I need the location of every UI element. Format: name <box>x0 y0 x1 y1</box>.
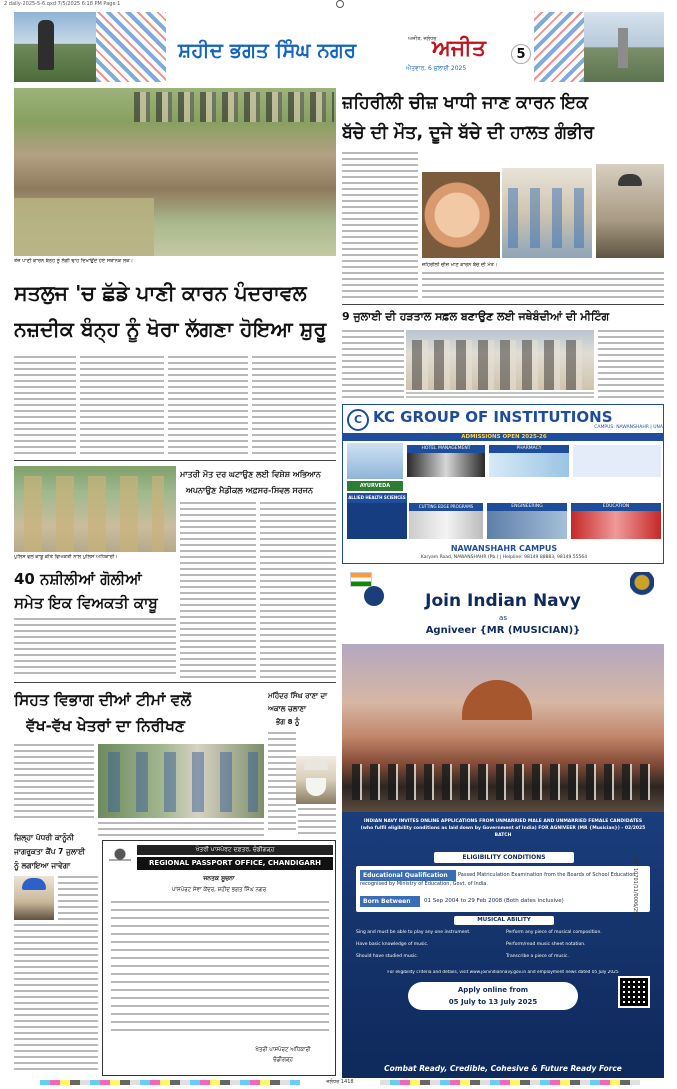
strike-body-col-1 <box>342 330 404 402</box>
navy-eligibility-title: ELIGIBILITY CONDITIONS <box>434 852 574 863</box>
obit-body-2 <box>298 808 336 834</box>
masthead-photo-right <box>584 12 664 82</box>
health-body-col-2 <box>98 822 264 836</box>
people-group <box>134 92 334 122</box>
navy-musical-item: Perform any piece of musical composition. <box>506 930 602 935</box>
camp-headline-1: ਜ਼ਿਲ੍ਹਾ ਪੱਧਰੀ ਕਾਨੂੰਨੀ <box>14 833 74 842</box>
kc-course-pharmacy: PHARMACY <box>489 445 569 453</box>
health-body-col-1 <box>14 744 94 818</box>
hospital-photo <box>502 168 592 258</box>
passport-line: ਪਾਸਪੋਰਟ ਸੇਵਾ ਕੇਂਦਰ, ਸ਼ਹੀਦ ਭਗਤ ਸਿੰਘ ਨਗਰ <box>171 887 267 893</box>
river-water <box>14 198 154 256</box>
meeting-figures <box>412 340 588 390</box>
navy-musical-title: MUSICAL ABILITY <box>454 916 554 925</box>
navy-as: as <box>499 614 507 622</box>
navy-apply-info: For eligibility criteria and details, visit www.joinindiannavy.gov.in and employment news dated 05 July 2025 <box>387 970 619 975</box>
kc-course-allied: ALLIED HEALTH SCIENCES <box>347 493 407 503</box>
obit-headline-1: ਮਹਿੰਦਰ ਸਿੰਘ ਰਾਣਾ ਦਾ <box>268 692 328 700</box>
health-headline-2: ਵੱਖ-ਵੱਖ ਖੇਤਰਾਂ ਦਾ ਨਿਰੀਖਣ <box>26 717 185 735</box>
flood-photo-caption: ਤੇਜ਼ ਪਾਣੀ ਕਾਰਨ ਬੰਨ੍ਹ ਨੂੰ ਲੱਗੀ ਢਾਹ ਦਿਖਾਉਂਦੇ ਹੋਏ ਸਥਾਨਕ ਲੋਕ। <box>14 258 133 264</box>
obit-headline-3: ਭੋਗ 8 ਨੂੰ <box>276 718 300 726</box>
divider <box>342 304 664 305</box>
flood-photo <box>14 88 336 256</box>
mother-headline-2: ਅਪਨਾਉਣ ਮੈਡੀਕਲ ਅਫ਼ਸਰ-ਸਿਵਲ ਸਰਜਨ <box>186 486 313 495</box>
band-musicians <box>352 764 652 800</box>
registration-mark-top <box>336 0 344 8</box>
child-body-col-2 <box>422 272 664 300</box>
footer-text: ਜਲੰਧਰ 1418 <box>300 1079 380 1086</box>
arrest-photo <box>14 466 176 552</box>
masthead <box>14 12 664 82</box>
flood-body-col-2 <box>80 356 164 456</box>
flood-headline-1: ਸਤਲੁਜ 'ਚ ਛੱਡੇ ਪਾਣੀ ਕਾਰਨ ਪੰਦਰਾਵਲ <box>14 281 307 305</box>
obit-headline-2: ਅਕਾਲ ਚਲਾਣਾ <box>268 705 306 713</box>
kc-logo-icon: C <box>347 409 369 431</box>
camp-headline-2: ਜਾਗਰੂਕਤਾ ਕੈਂਪ 7 ਜੁਲਾਈ <box>14 847 86 856</box>
passport-title: REGIONAL PASSPORT OFFICE, CHANDIGARH <box>137 857 333 870</box>
turban-icon <box>22 878 46 890</box>
edition-name: ਸ਼ਹੀਦ ਭਗਤ ਸਿੰਘ ਨਗਰ <box>178 38 357 62</box>
kc-education-photo <box>571 511 661 539</box>
print-slug: 2 daily-2025-5-6.qxd 7/5/2025 6:18 PM Page 1 <box>4 1 121 7</box>
navy-footer: Combat Ready, Credible, Cohesive & Future Ready Force <box>342 1060 664 1078</box>
arrest-headline-2: ਸਮੇਤ ਇਕ ਵਿਅਕਤੀ ਕਾਬੂ <box>14 594 158 612</box>
mother-body-col-1 <box>180 502 256 678</box>
health-photo <box>98 744 264 818</box>
page-number: 5 <box>511 44 531 64</box>
flood-headline-2: ਨਜ਼ਦੀਕ ਬੰਨ੍ਹ ਨੂੰ ਖੋਰਾ ਲੱਗਣਾ ਹੋਇਆ ਸ਼ੁਰੂ <box>14 317 327 341</box>
navy-side-code: CBC 10701/11/0006/2526 <box>632 856 638 921</box>
navy-role: Agniveer {MR (MUSICIAN)} <box>425 625 581 636</box>
child-photo-caption: ਜ਼ਹਿਰੀਲੀ ਚੀਜ਼ ਖਾਣ ਕਾਰਨ ਬੱਚੇ ਦੀ ਮੌਤ। <box>422 262 498 268</box>
kc-course-cutting: CUTTING EDGE PROGRAMS <box>409 503 483 511</box>
navy-edu-text: Passed Matriculation Examination from the Boards of School Education recognised by Ministry of Education, Govt. of India. <box>360 872 636 887</box>
mother-headline-1: ਮਾਤਰੀ ਮੌਤ ਦਰ ਘਟਾਉਣ ਲਈ ਵਿਸ਼ੇਸ਼ ਅਭਿਆਨ <box>180 470 321 479</box>
arrest-headline-1: 40 ਨਸ਼ੀਲੀਆਂ ਗੋਲੀਆਂ <box>14 570 142 588</box>
kc-course-hotel: HOTEL MANAGEMENT <box>407 445 485 453</box>
passport-dept: ਖੇਤਰੀ ਪਾਸਪੋਰਟ ਦਫ਼ਤਰ, ਚੰਡੀਗੜ੍ਹ <box>137 845 333 855</box>
child-body-col-1 <box>342 152 418 300</box>
rashtrapati-dome <box>462 680 532 720</box>
navy-musical-item: Have basic knowledge of music. <box>356 942 429 947</box>
obit-body <box>268 732 296 832</box>
flood-body-col-4 <box>252 356 336 456</box>
beard-icon <box>306 778 326 796</box>
memorial-icon <box>618 28 628 68</box>
official-photo <box>596 164 664 258</box>
passport-signatory-2: ਚੰਡੀਗੜ੍ਹ <box>273 1057 293 1063</box>
navy-born-label: Born Between <box>360 896 420 907</box>
navy-apply-2: 05 July to 13 July 2025 <box>448 998 538 1006</box>
statue-icon <box>38 20 54 70</box>
kc-title: KC GROUP OF INSTITUTIONS <box>373 408 613 426</box>
kc-student-graphic <box>347 443 403 479</box>
kc-course-special <box>573 445 661 477</box>
brand-logo: ਅਜੀਤ <box>432 36 486 61</box>
divider <box>14 460 336 461</box>
navy-ad <box>342 566 664 1078</box>
kc-tagline: CAMPUS: NAWANSHAHR | UNA <box>594 425 663 430</box>
kc-engineering-photo <box>487 511 567 539</box>
masthead-photo-left <box>14 12 96 82</box>
passport-notice <box>102 840 336 1076</box>
child-headline-1: ਜ਼ਹਿਰੀਲੀ ਚੀਜ਼ ਖਾਧੀ ਜਾਣ ਕਾਰਨ ਇਕ <box>342 93 589 113</box>
police-figures <box>24 476 164 552</box>
masthead-pattern-left <box>96 12 166 82</box>
camp-body-col-2 <box>14 924 98 1074</box>
child-photo <box>422 172 500 258</box>
qr-code-icon[interactable] <box>618 976 650 1008</box>
kc-course-ayurveda: AYURVEDA <box>347 481 403 491</box>
navy-headline: Join Indian Navy <box>425 591 581 611</box>
emblem-icon <box>109 845 131 871</box>
camp-headline-3: ਨੂੰ ਲਗਾਇਆ ਜਾਵੇਗਾ <box>14 861 71 870</box>
issue-date: ਐਤਵਾਰ, 6 ਜੁਲਾਈ 2025 <box>406 65 467 72</box>
flood-body-col-3 <box>168 356 248 456</box>
passport-subtitle: ਜਨਤਕ ਸੂਚਨਾ <box>203 875 235 882</box>
kc-allied-box <box>347 503 407 539</box>
health-team-figures <box>108 752 258 812</box>
camp-body-col-1 <box>58 876 98 920</box>
kc-course-education: EDUCATION <box>571 503 661 511</box>
kc-pharmacy-photo <box>489 453 569 477</box>
strike-headline: 9 ਜੁਲਾਈ ਦੀ ਹੜਤਾਲ ਸਫ਼ਲ ਬਣਾਉਣ ਲਈ ਜਥੇਬੰਦੀਆਂ ਦੀ ਮੀਟਿੰਗ <box>342 310 610 323</box>
obit-portrait <box>296 756 336 804</box>
masthead-pattern-right <box>534 12 584 82</box>
kc-course-engineering: ENGINEERING <box>487 503 567 511</box>
strike-body-col-2 <box>598 330 664 402</box>
masthead-banner <box>166 34 506 74</box>
kc-address: Karyam Road, NAWANSHAHR (Pb.) | Helpline: 98149 88883, 98149 55564 <box>420 555 588 560</box>
kc-admissions-band: ADMISSIONS OPEN 2025-26 <box>343 433 664 441</box>
staff-figures <box>508 188 588 248</box>
strike-photo-caption <box>406 392 594 400</box>
flood-body-col-1 <box>14 356 76 456</box>
child-headline-2: ਬੱਚੇ ਦੀ ਮੌਤ, ਦੂਜੇ ਬੱਚੇ ਦੀ ਹਾਲਤ ਗੰਭੀਰ <box>342 123 594 143</box>
kc-cutting-photo <box>409 511 483 539</box>
passport-body <box>111 901 329 1033</box>
city-tag: ਅਜੀਤ, ਜਲੰਧਰ <box>408 36 437 42</box>
navy-apply-1: Apply online from <box>457 986 529 994</box>
navy-invite: INDIAN NAVY INVITES ONLINE APPLICATIONS FROM UNMARRIED MALE AND UNMARRIED FEMALE CANDIDATES (who fulfil eligibility conditions as laid down by Government of India) FOR AGNIVEER (MR {Musician}) - 02/2025 BATCH <box>360 819 646 838</box>
navy-musical-item: Sing and must be able to play any one instrument. <box>356 930 471 935</box>
turban-icon <box>618 174 642 186</box>
arrest-photo-caption: ਪੁਲਿਸ ਵਲੋਂ ਕਾਬੂ ਕੀਤੇ ਵਿਅਕਤੀ ਨਾਲ ਪੁਲਿਸ ਅਧਿਕਾਰੀ। <box>14 554 118 560</box>
navy-band-photo <box>342 644 664 812</box>
passport-signatory-1: ਖੇਤਰੀ ਪਾਸਪੋਰਟ ਅਧਿਕਾਰੀ <box>255 1047 311 1053</box>
navy-musical-item: Perform/read music sheet notation. <box>506 942 586 947</box>
mother-body-col-2 <box>260 502 336 678</box>
strike-photo <box>406 330 594 390</box>
navy-edu-label: Educational Qualification <box>360 870 456 881</box>
navy-musical-item: Transcribe a piece of music. <box>506 954 569 959</box>
flag-icon <box>350 572 372 587</box>
divider <box>14 682 336 683</box>
arrest-body <box>14 618 176 678</box>
health-headline-1: ਸਿਹਤ ਵਿਭਾਗ ਦੀਆਂ ਟੀਮਾਂ ਵਲੋਂ <box>14 691 191 709</box>
kc-ad <box>342 404 664 564</box>
turban-icon <box>304 758 328 770</box>
navy-musical-item: Should have studied music. <box>356 954 419 959</box>
camp-portrait <box>14 876 54 920</box>
kc-hotel-photo <box>407 453 485 477</box>
kc-campus: NAWANSHAHR CAMPUS <box>450 544 558 553</box>
navy-born-text: 01 Sep 2004 to 29 Feb 2008 (Both dates inclusive) <box>424 898 564 904</box>
